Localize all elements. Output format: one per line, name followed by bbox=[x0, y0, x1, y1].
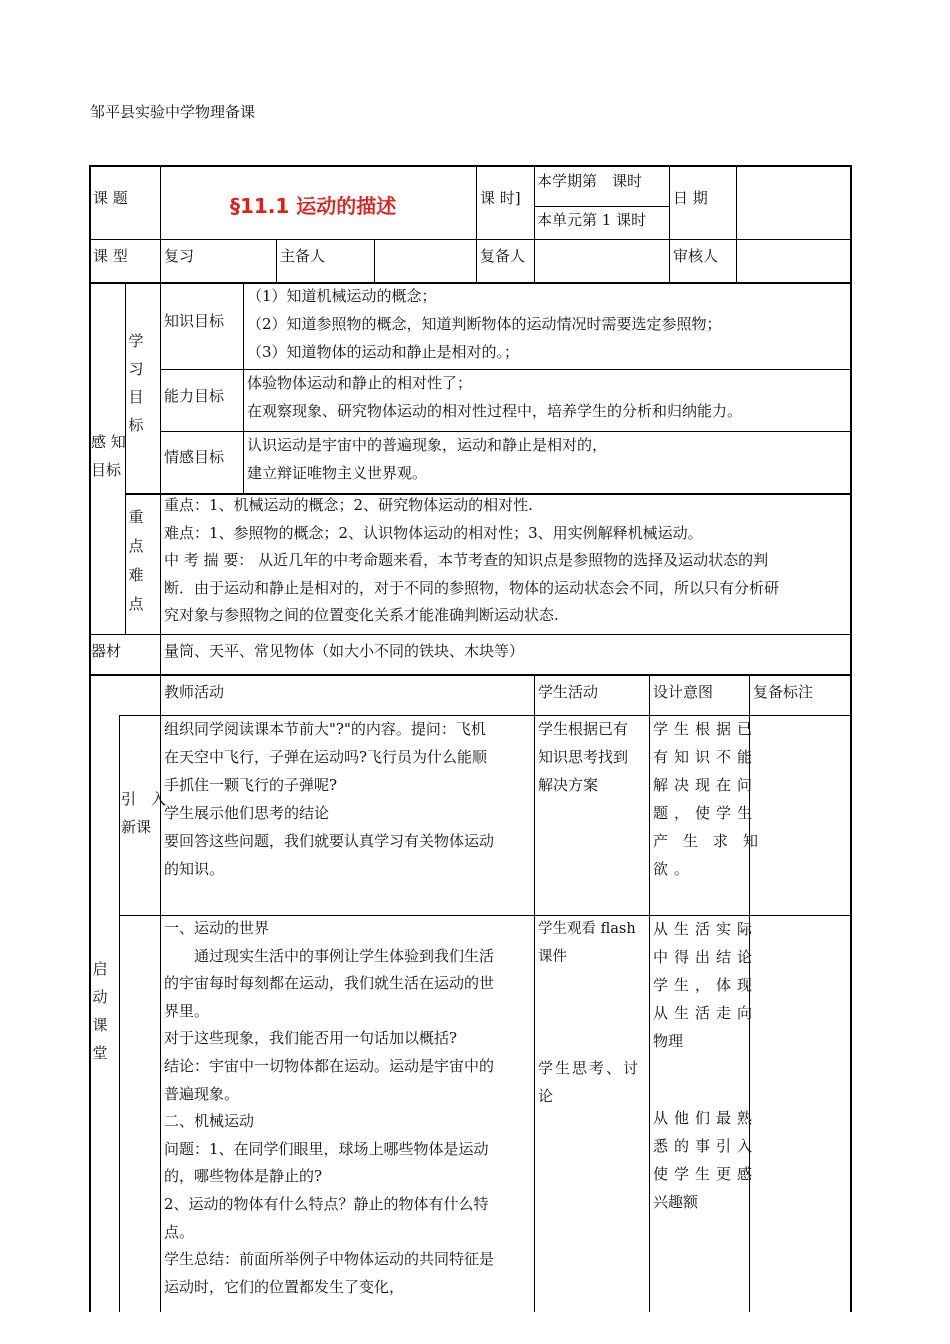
topic-label: 课 题 bbox=[93, 189, 128, 207]
emotion-goals: 认识运动是宇宙中的普遍现象，运动和静止是相对的， 建立辩证唯物主义世界观。 bbox=[247, 436, 608, 482]
start-class-label: 启 动 课 堂 bbox=[92, 960, 108, 1062]
intro-label: 引 入 新课 bbox=[121, 790, 167, 836]
perception-goals-label: 感 知 目标 bbox=[91, 433, 126, 479]
hours-semester: 本学期第 课时 bbox=[537, 172, 643, 190]
design-intent-header: 设计意图 bbox=[653, 683, 714, 701]
key-points: 重点：1、机械运动的概念；2、研究物体运动的相对性. 难点：1、参照物的概念；2、认识物体运动的相对性；3、用实例解释机械运动。 中 考 揣 要： 从近几年的中考命题来看，本节考查的知识点是参照物的选择及运动状态的判 断．由于运动和静止是相对的，对于不同的参照物，物体的运动状态会不同，所以只有分析研 究对象与参照物之间的位置变化关系才能准确判断运动状态. bbox=[164, 496, 780, 624]
main-design-intent-2: 从他们最熟 悉的事引入 使学生更感 兴趣额 bbox=[653, 1109, 759, 1211]
intro-student-activity: 学生根据已有 知识思考找到 解决方案 bbox=[538, 720, 629, 794]
type-value: 复习 bbox=[164, 247, 195, 265]
main-student-activity-watch: 学生观看 flash 课件 bbox=[538, 921, 636, 965]
ability-goals-label: 能力目标 bbox=[164, 387, 225, 405]
main-student-activity-discuss: 学生思考、讨 论 bbox=[538, 1059, 641, 1105]
emotion-goals-label: 情感目标 bbox=[164, 448, 225, 466]
page-header: 邹平县实验中学物理备课 bbox=[90, 103, 256, 121]
knowledge-goals: （1）知道机械运动的概念； （2）知道参照物的概念，知道判断物体的运动情况时需要选定参照物； （3）知道物体的运动和静止是相对的。； bbox=[247, 287, 722, 361]
main-design-intent-1: 从生活实际 中得出结论 学生，体现 从生活走向 物理 bbox=[653, 920, 759, 1050]
key-points-label: 重 点 难 点 bbox=[128, 508, 144, 613]
knowledge-goals-label: 知识目标 bbox=[164, 312, 225, 330]
equipment-label: 器材 bbox=[91, 642, 122, 660]
teacher-activity-header: 教师活动 bbox=[164, 683, 225, 701]
ability-goals: 体验物体运动和静止的相对性了； 在观察现象、研究物体运动的相对性过程中，培养学生的分析和归纳能力。 bbox=[247, 374, 743, 420]
reviewer-label: 审核人 bbox=[673, 247, 719, 265]
student-activity-header: 学生活动 bbox=[538, 683, 599, 701]
main-teacher-activity: 一、运动的世界 通过现实生活中的事例让学生体验到我们生活 的宇宙每时每刻都在运动，我们就生活在运动的世 界里。 对于这些现象，我们能否用一句话加以概括? 结论：宇宙中一切物体都在运动。运动是宇宙中的 普遍现象。 二、机械运动 问题：1、在同学们眼里，球场上哪些物体是运动 的，哪些物体是静止的? 2、运动的物体有什么特点？静止的物体有什么特 点。 学生总结：前面所举例子中物体运动的共同特征是 运动时，它们的位置都发生了变化， bbox=[164, 919, 495, 1296]
hours-unit: 本单元第 1 课时 bbox=[537, 211, 647, 229]
intro-design-intent: 学生根据已 有知识不能 解决现在问 题，使学生 产 生 求 知 欲。 bbox=[653, 720, 759, 878]
lesson-title: §11.1 运动的描述 bbox=[230, 194, 397, 218]
equipment-value: 量筒、天平、常见物体（如大小不同的铁块、木块等） bbox=[164, 642, 525, 660]
co-preparer-label: 复备人 bbox=[480, 247, 526, 265]
hours-label: 课 时] bbox=[480, 189, 521, 207]
learning-goals-label: 学 习 目 标 bbox=[128, 332, 144, 434]
intro-teacher-activity: 组织同学阅读课本节前大"?"的内容。提问：飞机 在天空中飞行，子弹在运动吗?飞行员为什么能顺 手抓住一颗飞行的子弹呢? 学生展示他们思考的结论 要回答这些问题，我们就要认真学习有关物体运动 的知识。 bbox=[164, 720, 495, 878]
review-notes-header: 复备标注 bbox=[753, 683, 814, 701]
date-label: 日 期 bbox=[673, 189, 708, 207]
main-preparer-label: 主备人 bbox=[280, 247, 326, 265]
type-label: 课 型 bbox=[93, 247, 128, 265]
